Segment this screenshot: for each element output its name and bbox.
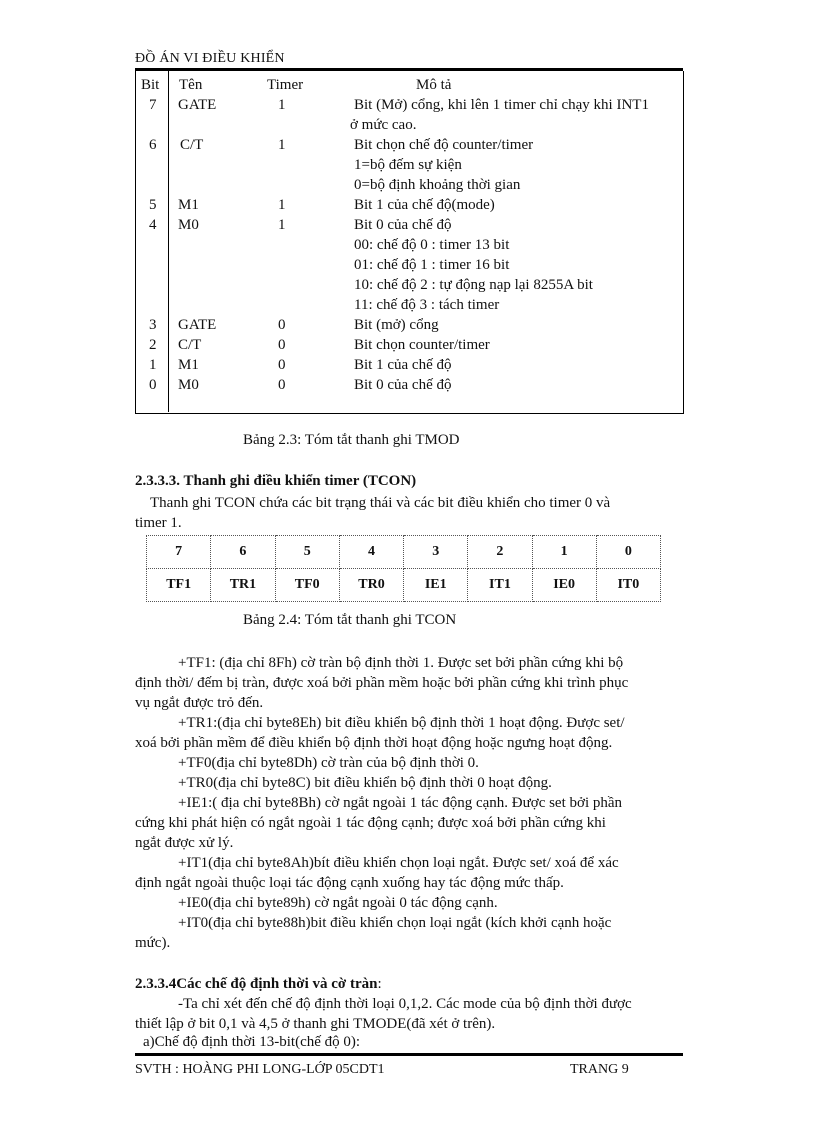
tcon-bit-cell: 4 — [339, 536, 403, 569]
header-bit: Bit — [141, 77, 160, 93]
ie1-description: +IE1:( địa chỉ byte8Bh) cờ ngắt ngoài 1 tác động cạnh. Được set bởi phần — [178, 795, 623, 811]
tcon-bit-cell: 3 — [404, 536, 468, 569]
row-desc: Bit 1 của chế độ — [354, 357, 452, 373]
row-name: M1 — [178, 357, 199, 373]
table-column-divider — [168, 71, 169, 412]
modes-line: -Ta chỉ xét đến chế độ định thời loại 0,1,2. Các mode của bộ định thời được — [178, 996, 632, 1012]
row-timer: 0 — [278, 357, 286, 373]
header-name: Tên — [179, 77, 203, 93]
row-bit: 1 — [149, 357, 157, 373]
footer-author: SVTH : HOÀNG PHI LONG-LỚP 05CDT1 — [135, 1062, 385, 1077]
tcon-name-cell: TR1 — [211, 569, 275, 602]
tr0-description: +TR0(địa chỉ byte8C) bit điều khiển bộ định thời 0 hoạt động. — [178, 775, 552, 791]
tcon-table-caption: Bảng 2.4: Tóm tắt thanh ghi TCON — [243, 612, 457, 628]
row-timer: 0 — [278, 377, 286, 393]
row-desc: 00: chế độ 0 : timer 13 bit — [354, 237, 510, 253]
tcon-intro-line: timer 1. — [135, 515, 182, 531]
row-desc: 0=bộ định khoảng thời gian — [354, 177, 521, 193]
tcon-bit-cell: 7 — [147, 536, 211, 569]
tf1-description: vụ ngắt được trỏ đến. — [135, 695, 264, 711]
row-bit: 3 — [149, 317, 157, 333]
it0-description: mức). — [135, 935, 171, 951]
tcon-bit-cell: 0 — [596, 536, 660, 569]
row-name: C/T — [178, 337, 202, 353]
row-bit: 6 — [149, 137, 157, 153]
tcon-name-cell: TF1 — [147, 569, 211, 602]
row-desc: 1=bộ đếm sự kiện — [354, 157, 462, 173]
tcon-section-heading: 2.3.3.3. Thanh ghi điều khiển timer (TCON) — [135, 473, 417, 489]
ie0-description: +IE0(địa chỉ byte89h) cờ ngắt ngoài 0 tác động cạnh. — [178, 895, 498, 911]
tcon-name-cell: IT0 — [596, 569, 660, 602]
tcon-bit-cell: 6 — [211, 536, 275, 569]
row-bit: 7 — [149, 97, 157, 113]
row-name: C/T — [180, 137, 204, 153]
row-timer: 1 — [278, 217, 286, 233]
it0-description: +IT0(địa chỉ byte88h)bit điều khiển chọn loại ngắt (kích khởi cạnh hoặc — [178, 915, 612, 931]
header-timer: Timer — [267, 77, 304, 93]
modes-line: thiết lập ở bit 0,1 và 4,5 ở thanh ghi TMODE(đã xét ở trên). — [135, 1016, 496, 1032]
row-name: M0 — [178, 217, 199, 233]
row-name: M1 — [178, 197, 199, 213]
row-timer: 1 — [278, 97, 286, 113]
row-desc: Bit chọn chế độ counter/timer — [354, 137, 534, 153]
tr1-description: +TR1:(địa chỉ byte8Eh) bit điều khiển bộ định thời 1 hoạt động. Được set/ — [178, 715, 625, 731]
tf1-description: định thời/ đếm bị tràn, được xoá bởi phần mềm hoặc bởi phần cứng khi trình phục — [135, 675, 629, 691]
tcon-bit-cell: 1 — [532, 536, 596, 569]
row-name: GATE — [178, 317, 217, 333]
row-desc: Bit (mở) cổng — [354, 317, 439, 333]
it1-description: +IT1(địa chỉ byte8Ah)bít điều khiển chọn loại ngắt. Được set/ xoá để xác — [178, 855, 619, 871]
ie1-description: cứng khi phát hiện có ngắt ngoài 1 tác động cạnh; được xoá bởi phần cứng khi — [135, 815, 606, 831]
row-bit: 5 — [149, 197, 157, 213]
tcon-name-cell: IE0 — [532, 569, 596, 602]
row-desc: 01: chế độ 1 : timer 16 bit — [354, 257, 510, 273]
tcon-name-cell: IE1 — [404, 569, 468, 602]
row-bit: 0 — [149, 377, 157, 393]
footer-rule — [135, 1053, 683, 1056]
row-desc: Bit chọn counter/timer — [354, 337, 490, 353]
tmod-table-caption: Bảng 2.3: Tóm tắt thanh ghi TMOD — [243, 432, 460, 448]
tcon-name-cell: TR0 — [339, 569, 403, 602]
tcon-intro-line: Thanh ghi TCON chứa các bit trạng thái và các bit điều khiển cho timer 0 và — [150, 495, 611, 511]
tcon-name-cell: TF0 — [275, 569, 339, 602]
header-desc: Mô tả — [416, 77, 452, 93]
row-bit: 4 — [149, 217, 157, 233]
modes-heading-text: 2.3.3.4Các chế độ định thời và cờ tràn — [135, 976, 378, 992]
row-timer: 1 — [278, 197, 286, 213]
row-desc: Bit 0 của chế độ — [354, 217, 452, 233]
tcon-bit-cell: 2 — [468, 536, 532, 569]
modes-section-heading — [135, 974, 382, 994]
row-name: GATE — [178, 97, 217, 113]
row-desc: 10: chế độ 2 : tự động nạp lại 8255A bit — [354, 277, 593, 293]
row-desc: ở mức cao. — [350, 117, 417, 133]
row-desc: Bit 1 của chế độ(mode) — [354, 197, 495, 213]
row-desc: Bit 0 của chế độ — [354, 377, 452, 393]
tmod-table — [135, 71, 684, 414]
page-header-title: ĐỒ ÁN VI ĐIỀU KHIỂN — [135, 51, 285, 66]
row-name: M0 — [178, 377, 199, 393]
tf0-description: +TF0(địa chỉ byte8Dh) cờ tràn của bộ định thời 0. — [178, 755, 479, 771]
footer-page-number: TRANG 9 — [570, 1062, 629, 1077]
modes-line: a)Chế độ định thời 13-bit(chế độ 0): — [143, 1034, 361, 1050]
row-desc: Bit (Mở) cổng, khi lên 1 timer chỉ chạy khi INT1 — [354, 97, 649, 113]
ie1-description: ngắt được xử lý. — [135, 835, 234, 851]
row-desc: 11: chế độ 3 : tách timer — [354, 297, 500, 313]
tcon-name-cell: IT1 — [468, 569, 532, 602]
modes-heading-colon: : — [377, 976, 382, 992]
tcon-bit-row — [147, 536, 661, 569]
row-bit: 2 — [149, 337, 157, 353]
row-timer: 0 — [278, 317, 286, 333]
tcon-name-row — [147, 569, 661, 602]
tcon-bit-cell: 5 — [275, 536, 339, 569]
row-timer: 1 — [278, 137, 286, 153]
tr1-description: xoá bởi phần mềm để điều khiển bộ định thời hoạt động hoặc ngưng hoạt động. — [135, 735, 613, 751]
tcon-table — [146, 535, 661, 602]
row-timer: 0 — [278, 337, 286, 353]
it1-description: định ngắt ngoài thuộc loại tác động cạnh xuống hay tác động mức thấp. — [135, 875, 564, 891]
tf1-description: +TF1: (địa chỉ 8Fh) cờ tràn bộ định thời 1. Được set bởi phần cứng khi bộ — [178, 655, 624, 671]
